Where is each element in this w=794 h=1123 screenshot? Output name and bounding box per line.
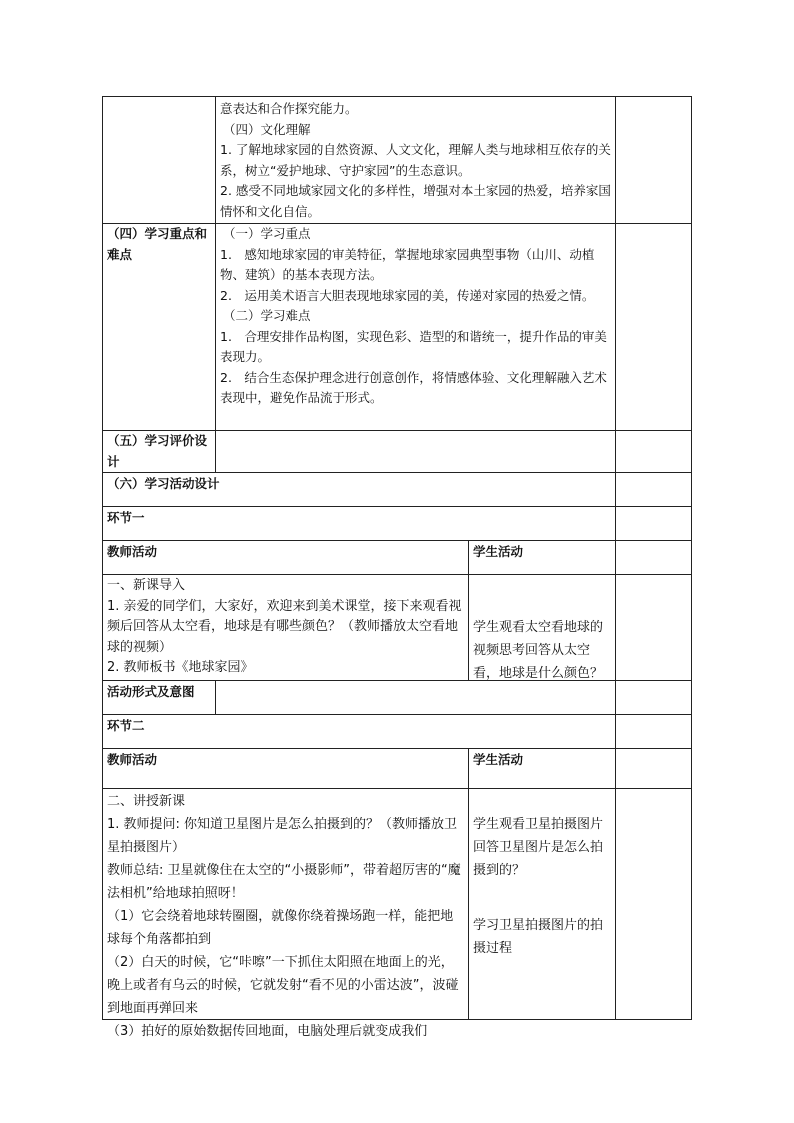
- student-activity-cell: [473, 616, 613, 680]
- student-activity-text: 学生观看太空看地球的视频思考回答从太空看，地球是什么颜色？: [473, 620, 604, 681]
- row-divider: [102, 472, 692, 473]
- student-activity-text: 学习卫星拍摄图片的拍摄过程: [473, 918, 604, 956]
- key-points-text: 1. 感知地球家园的审美特征，掌握地球家园典型事物（山川、动植物、建筑）的基本表现方法。: [220, 246, 595, 282]
- evaluation-design-label: （五）学习评价设计: [107, 433, 208, 469]
- student-activity-header: 学生活动: [473, 752, 524, 767]
- objectives-continued-cell: [220, 99, 612, 223]
- row-divider: [102, 574, 692, 575]
- row-divider: [102, 506, 692, 507]
- row-divider: [102, 540, 692, 541]
- teacher-activity-text: （3）拍好的原始数据传回地面，电脑处理后就变成我们: [107, 1024, 428, 1039]
- teacher-activity-text: 1. 亲爱的同学们，大家好，欢迎来到美术课堂，接下来观看视频后回答从太空看，地球是有哪些颜色？（教师播放太空看地球的视频）: [107, 598, 462, 655]
- section-two-label: 环节二: [107, 718, 145, 733]
- teacher-activity-text: 1. 教师提问: 你知道卫星图片是怎么拍摄到的？（教师播放卫星拍摄图片）: [107, 817, 458, 855]
- column-divider: [468, 748, 469, 1020]
- key-points-text: （二）学习难点: [223, 308, 311, 323]
- teacher-activity-header: 教师活动: [107, 752, 158, 767]
- objectives-text: （四）文化理解: [223, 121, 311, 137]
- column-divider: [215, 680, 216, 714]
- row-divider: [102, 748, 692, 749]
- objectives-text: 2. 感受不同地域家园文化的多样性，增强对本土家园的热爱，培养家国情怀和文化自信。: [220, 183, 611, 219]
- row-divider: [102, 788, 692, 789]
- teacher-activity-text: （1）它会绕着地球转圈圈，就像你绕着操场跑一样，能把地球每个角落都拍到: [107, 909, 454, 947]
- column-divider: [691, 96, 692, 1020]
- column-divider: [102, 96, 103, 1020]
- key-points-text: （一）学习重点: [223, 226, 311, 241]
- column-divider: [468, 540, 469, 680]
- key-points-text: 2. 运用美术语言大胆表现地球家园的美，传递对家园的热爱之情。: [220, 287, 595, 303]
- teacher-activity-text: 一、新课导入: [107, 578, 186, 593]
- column-divider: [615, 96, 616, 1020]
- activity-design-label: （六）学习活动设计: [107, 476, 220, 491]
- section-one-label: 环节一: [107, 510, 145, 525]
- teacher-activity-cell: [107, 576, 465, 680]
- student-activity-cell: [473, 813, 613, 1019]
- row-divider: [102, 96, 692, 97]
- student-activity-text: 学生观看卫星拍摄图片回答卫星图片是怎么拍摄到的？: [473, 817, 604, 878]
- objectives-text: 1. 了解地球家园的自然资源、人文文化，理解人类与地球相互依存的关系，树立“爱护地球、守护家园”的生态意识。: [220, 142, 611, 178]
- teacher-activity-header: 教师活动: [107, 544, 158, 559]
- key-points-label: （四）学习重点和难点: [107, 226, 208, 262]
- student-activity-header: 学生活动: [473, 544, 524, 559]
- teacher-activity-text: （2）白天的时候，它“咔嚓”一下抓住太阳照在地面上的光，晚上或者有乌云的时候，它就发射“看不见的小雷达波”，波碰到地面再弹回来: [107, 955, 459, 1016]
- activity-form-label: 活动形式及意图: [107, 684, 195, 699]
- lesson-plan-table: [102, 96, 692, 1039]
- column-divider: [215, 96, 216, 472]
- key-points-text: 1. 合理安排作品构图，实现色彩、造型的和谐统一，提升作品的审美表现力。: [220, 328, 607, 364]
- teacher-activity-text: 二、讲授新课: [107, 794, 186, 809]
- row-divider: [102, 714, 692, 715]
- teacher-activity-text: 2. 教师板书《地球家园》: [107, 660, 254, 675]
- teacher-activity-text: 教师总结: 卫星就像住在太空的“小摄影师”，带着超厉害的“魔法相机”给地球拍照呀！: [107, 863, 461, 901]
- key-points-text: 2. 结合生态保护理念进行创意创作，将情感体验、文化理解融入艺术表现中，避免作品流于形式。: [220, 369, 607, 405]
- objectives-text: 意表达和合作探究能力。: [220, 101, 358, 116]
- teacher-activity-cell: [107, 790, 465, 1039]
- key-points-content: [220, 224, 612, 429]
